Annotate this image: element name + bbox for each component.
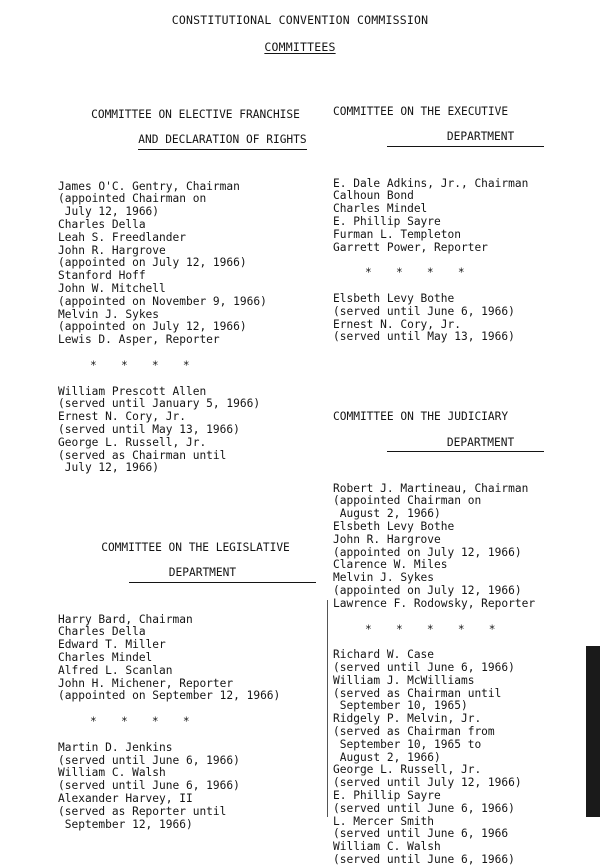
member-line: (appointed on July 12, 1966) [333, 584, 522, 598]
member-line: (served until June 6, 1966) [58, 779, 240, 793]
member-line: (served until May 13, 1966) [58, 422, 240, 436]
member-line: William J. McWilliams [333, 673, 475, 687]
member-line: (served as Reporter until [58, 804, 227, 818]
member-line: (served until June 6, 1966) [58, 753, 240, 767]
member-list [333, 178, 578, 255]
member-line: (appointed on July 12, 1966) [333, 545, 522, 559]
member-line: Ridgely P. Melvin, Jr. [333, 712, 482, 726]
member-line: Stanford Hoff [58, 269, 146, 283]
member-line: (appointed on November 9, 1966) [58, 294, 267, 308]
member-list [58, 181, 333, 347]
committee-heading: COMMITTEE ON THE JUDICIARY DEPARTMENT [333, 386, 578, 465]
member-line: (appointed on September 12, 1966) [58, 689, 281, 703]
member-line: (served until June 6, 1966) [333, 801, 515, 815]
member-line: William Prescott Allen [58, 384, 207, 398]
member-line: (served until June 6, 1966 [333, 827, 509, 841]
member-line: John R. Hargrove [58, 243, 166, 257]
member-line: August 2, 1966) [333, 750, 441, 764]
member-line: E. Phillip Sayre [333, 214, 441, 228]
member-line: James O'C. Gentry, Chairman [58, 179, 240, 193]
scan-edge-mark [586, 646, 600, 817]
member-line: Elsbeth Levy Bothe [333, 291, 455, 305]
member-line: Melvin J. Sykes [58, 307, 160, 321]
page-subtitle: COMMITTEES [264, 40, 336, 54]
former-member-list [58, 742, 333, 832]
former-member-list [58, 386, 333, 476]
member-line: August 2, 1966) [333, 507, 441, 521]
committee-judiciary [333, 386, 578, 867]
page-title: CONSTITUTIONAL CONVENTION COMMISSION [171, 13, 429, 27]
member-line: Richard W. Case [333, 648, 435, 662]
member-line: Charles Della [58, 217, 146, 231]
member-line: E. Phillip Sayre [333, 789, 441, 803]
member-line: Elsbeth Levy Bothe [333, 520, 455, 534]
member-line: George L. Russell, Jr. [58, 435, 207, 449]
member-line: (served as Chairman from [333, 725, 495, 739]
member-line: September 10, 1965 to [333, 737, 482, 751]
member-list [58, 614, 333, 704]
member-line: September 12, 1966) [58, 817, 193, 831]
member-line: Clarence W. Miles [333, 558, 448, 572]
member-line: Charles Mindel [58, 651, 153, 665]
member-line: Ernest N. Cory, Jr. [58, 410, 186, 424]
member-line: Charles Della [58, 625, 146, 639]
column-divider-line [327, 600, 328, 817]
member-line: John H. Michener, Reporter [58, 676, 234, 690]
member-line: (appointed on July 12, 1966) [58, 320, 247, 334]
member-line: (served until June 6, 1966) [333, 661, 515, 675]
member-line: (served until June 6, 1966) [333, 304, 515, 318]
member-line: (served until May 13, 1966) [333, 330, 515, 344]
member-line: Lawrence F. Rodowsky, Reporter [333, 596, 536, 610]
section-separator-stars: * * * * [90, 358, 191, 372]
member-line: John W. Mitchell [58, 281, 166, 295]
member-line: Furman L. Templeton [333, 227, 461, 241]
member-line: Garrett Power, Reporter [333, 240, 488, 254]
member-line: E. Dale Adkins, Jr., Chairman [333, 176, 529, 190]
member-line: Alfred L. Scanlan [58, 663, 173, 677]
member-line: John R. Hargrove [333, 532, 441, 546]
committee-legislative [58, 517, 333, 831]
member-line: Edward T. Miller [58, 638, 166, 652]
member-line: Martin D. Jenkins [58, 740, 173, 754]
former-member-list [333, 293, 578, 344]
member-line: Melvin J. Sykes [333, 571, 435, 585]
member-line: July 12, 1966) [58, 205, 160, 219]
member-line: September 10, 1965) [333, 699, 468, 713]
member-line: L. Mercer Smith [333, 814, 435, 828]
member-line: Lewis D. Asper, Reporter [58, 333, 220, 347]
right-column [333, 81, 578, 867]
member-line: Charles Mindel [333, 202, 428, 216]
member-line: William C. Walsh [333, 840, 441, 854]
former-member-list [333, 649, 578, 867]
member-line: (appointed Chairman on [58, 192, 207, 206]
member-line: Leah S. Freedlander [58, 230, 186, 244]
member-line: Calhoun Bond [333, 189, 414, 203]
member-line: George L. Russell, Jr. [333, 763, 482, 777]
committee-executive [333, 81, 578, 344]
committee-heading: COMMITTEE ON THE LEGISLATIVE DEPARTMENT [58, 517, 333, 596]
committee-heading: COMMITTEE ON ELECTIVE FRANCHISE AND DECLARATION OF RIGHTS [58, 84, 333, 163]
committee-heading: COMMITTEE ON THE EXECUTIVE DEPARTMENT [333, 81, 578, 160]
member-line: (appointed on July 12, 1966) [58, 256, 247, 270]
section-separator-stars: * * * * [365, 266, 466, 280]
member-line: (served until June 6, 1966) [333, 853, 515, 866]
member-line: (served as Chairman until [333, 686, 502, 700]
committee-elective-franchise [58, 84, 333, 475]
member-line: (appointed Chairman on [333, 494, 482, 508]
section-separator-stars: * * * * [90, 715, 191, 729]
member-line: Robert J. Martineau, Chairman [333, 481, 529, 495]
member-line: Harry Bard, Chairman [58, 612, 193, 626]
member-line: Alexander Harvey, II [58, 792, 193, 806]
member-line: (served until January 5, 1966) [58, 397, 261, 411]
left-column [58, 84, 333, 831]
member-line: (served as Chairman until [58, 448, 227, 462]
member-line: Ernest N. Cory, Jr. [333, 317, 461, 331]
section-separator-stars: * * * * * [365, 622, 497, 636]
member-line: William C. Walsh [58, 766, 166, 780]
member-line: (served until July 12, 1966) [333, 776, 522, 790]
member-list [333, 483, 578, 611]
member-line: July 12, 1966) [58, 461, 160, 475]
